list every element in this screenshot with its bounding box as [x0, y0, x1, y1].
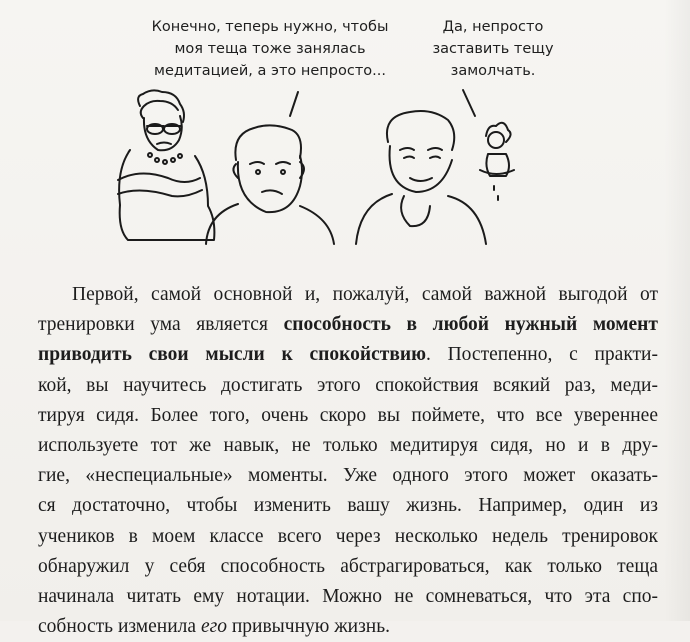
- text-line: учеников в моем классе всего через несколько недель тренировок: [38, 525, 658, 547]
- body-paragraph: [38, 280, 658, 642]
- text-line: кой, вы научитесь достигать этого спокойствия всякий раз, меди-: [38, 374, 658, 396]
- text-line: собность изменила его привычную жизнь.: [38, 616, 391, 638]
- speech-pointer-right: [463, 90, 475, 116]
- page-edge-shadow: [664, 0, 690, 621]
- text-line: тренировки ума является способность в любой нужный момент: [38, 314, 658, 336]
- comic-illustration: [0, 0, 690, 262]
- text-line: ся достаточно, чтобы изменить вашу жизнь. Например, один из: [38, 495, 658, 517]
- speech-line: моя теща тоже занялась: [174, 41, 366, 57]
- speech-line: медитацией, а это непросто...: [154, 63, 386, 79]
- bold-emphasis: способность в любой нужный момент: [283, 314, 658, 336]
- speech-line: замолчать.: [450, 63, 536, 79]
- speech-line: Конечно, теперь нужно, чтобы: [151, 19, 389, 35]
- speech-bubble-right: [428, 16, 558, 82]
- bold-emphasis: приводить свои мысли к спокойствию: [38, 344, 426, 366]
- meditating-figure: [480, 123, 514, 200]
- text-line: приводить свои мысли к спокойствию. Постепенно, с практи-: [38, 344, 658, 366]
- text-line: начинала читать ему нотации. Можно не сомневаться, что эта спо-: [38, 586, 658, 608]
- mother-in-law-figure: [118, 90, 214, 240]
- text-line: Первой, самой основной и, пожалуй, самой важной выгодой от: [72, 284, 658, 305]
- text-line: тируя сидя. Более того, очень скоро вы поймете, что все увереннее: [38, 404, 658, 426]
- son-figure: [356, 111, 486, 244]
- text-line: гие, «неспециальные» моменты. Уже одного этого может оказать-: [38, 465, 658, 487]
- text-line: обнаружил у себя способность абстрагироваться, как только теща: [38, 555, 658, 577]
- speech-pointer-left: [290, 92, 298, 116]
- speech-line: Да, непросто: [442, 19, 544, 35]
- text-line: используете тот же навык, не только медитируя сидя, но и в дру-: [38, 435, 658, 457]
- speech-line: заставить тещу: [432, 41, 554, 57]
- speech-bubble-left: [150, 16, 390, 82]
- husband-figure: [206, 125, 334, 244]
- italic-emphasis: его: [200, 616, 227, 638]
